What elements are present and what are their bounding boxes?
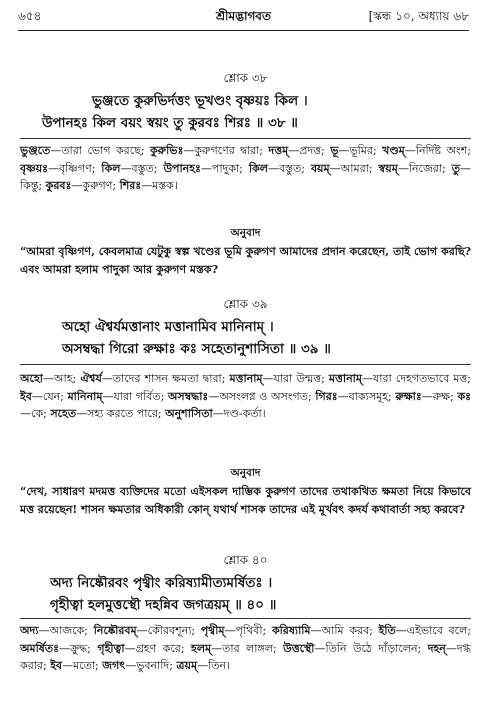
translation-block (20, 466, 471, 519)
verse-line: অসম্বদ্ধা গিরো রুক্ষাঃ কঃ সহেতানুশাসিতা ॥ ৩৯ ॥ (62, 341, 331, 357)
verse-line: ভুঞ্জতে কুরুভির্দত্তং ভূখণ্ডং বৃষ্ণয়ঃ কিল । (92, 93, 308, 109)
verse-line: অহো ঐশ্বর্যমত্তানাং মত্তানামিব মানিনাম্ । (62, 319, 274, 335)
translation-heading: অনুবাদ (230, 467, 261, 479)
verse-section-40 (20, 552, 471, 616)
chapter-reference: [স্কন্ধ ১০, অধ্যায় ৬৮ (368, 9, 469, 23)
verse-line: গৃহীত্বা হলমুত্তস্থৌ দহন্নিব জগত্রয়ম্ ॥ ৪০ ॥ (50, 597, 277, 613)
translation-text: “দেখ, সাধারণ মদমত্ত ব্যক্তিদের মতো এইসকল দাম্ভিক কুরুগণ তাদের তথাকথিত ক্ষমতা নিয়ে কিভাবে মত্ত রয়েছেন! শাসন ক্ষমতার অধিকারী কোন্ যথার্থ শাসক তাদের এই মূর্খবৎ কদর্য কথাবার্তা সহ্য করবে? (20, 485, 471, 516)
section-divider (20, 364, 471, 365)
word-for-word-text: অদ্য—আজকে; নিষ্কৌরবম্—কৌরবশূন্য; পৃথ্বীম্—পৃথিবী; করিষ্যামি—আমি করব; ইতি—এইভাবে বলে; অমর্ষিতঃ—ক্রুদ্ধ; গৃহীত্বা—গ্রহণ করে; হলম্—তার লাঙ্গল; উত্তস্থৌ—তিনি উঠে দাঁড়ালেন; দহন্—দগ্ধ করার; ইব—মতো; জগৎ—ভুবনাদি; ত্রয়ম্—তিন। (20, 624, 472, 672)
header-rule (18, 30, 469, 31)
translation-block (20, 226, 471, 279)
word-for-word-text: ভুঞ্জতে—তারা ভোগ করছে; কুরুভিঃ—কুরুগণের দ্বারা; দত্তম্—প্রদত্ত; ভূ—ভূমির; খণ্ডম্—নির্দিষ্ট অংশ; বৃষ্ণয়ঃ—বৃষ্ণিগণ; কিল—বস্তুত; উপানহঃ—পাদুকা; কিল—বস্তুত; বয়ম্—আমরা; স্বয়ম্—নিজেরা; তু—কিন্তু; কুরবঃ—কুরুগণ; শিরঃ—মস্তক। (20, 144, 471, 192)
translation-heading: অনুবাদ (230, 227, 261, 239)
verse-heading: শ্লোক ৪০ (223, 553, 268, 567)
verse-section-38 (20, 70, 471, 134)
page-number: ৬৫৪ (18, 9, 42, 23)
page-header (18, 8, 469, 28)
word-meanings (20, 370, 471, 423)
word-meanings (20, 622, 471, 675)
verse-line: উপানহঃ কিল বয়ং স্বয়ং তু কুরবঃ শিরঃ ॥ ৩৮ ॥ (42, 115, 298, 131)
section-divider (20, 618, 471, 619)
verse-heading: শ্লোক ৩৯ (223, 297, 268, 311)
verse-line: অদ্য নিষ্কৌরবং পৃথ্বীং করিষ্যামীত্যমর্ষিতঃ । (50, 575, 273, 591)
verse-heading: শ্লোক ৩৮ (223, 71, 268, 85)
word-for-word-text: অহো—আহ; ঐশ্বর্য—তাদের শাসন ক্ষমতা দ্বারা; মত্তানাম্—যারা উন্মত্ত; মত্তানাম্—যারা দেহগতভাবে মত্ত; ইব—যেন; মানিনাম্—যারা গর্বিত; অসম্বদ্ধাঃ—অসংলগ্ন ও অসংগত; গিরঃ—বাক্যসমূহ; রুক্ষাঃ—রুক্ষ; কঃ—কে; সহেত—সহ্য করতে পারে; অনুশাসিতা—দণ্ড-কর্তা। (20, 372, 471, 420)
section-divider (20, 138, 471, 139)
translation-text: “আমরা বৃষ্ণিগণ, কেবলমাত্র যেটুকু স্বল্প খণ্ডের ভূমি কুরুগণ আমাদের প্রদান করেছেন, তাই ভোগ করছি? এবং আমরা হলাম পাদুকা আর কুরুগণ মস্তক? (20, 245, 471, 276)
word-meanings (20, 142, 471, 195)
verse-section-39 (20, 296, 471, 360)
running-title: শ্রীমদ্ভাগবত (215, 9, 271, 23)
